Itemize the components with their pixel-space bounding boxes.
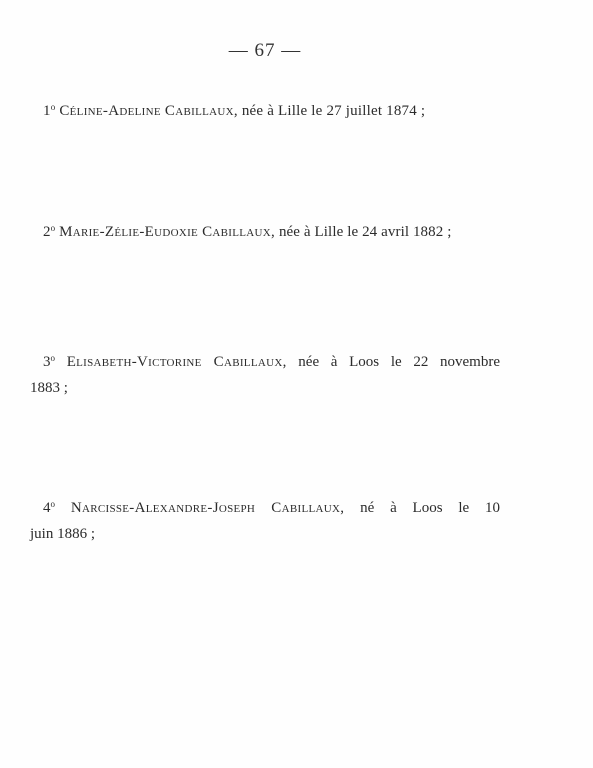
ordinal-number: 3 (43, 354, 51, 370)
ordinal-suffix: o (50, 499, 55, 509)
entry-text: né à Loos le 10 (344, 500, 501, 516)
entry-continuation: 1883 ; (30, 380, 68, 396)
ordinal-number: 4 (43, 500, 51, 516)
ordinal-suffix: o (50, 223, 56, 233)
entry-text: née à Lille le 27 juillet 1874 ; (237, 103, 426, 119)
person-name: Elisabeth-Victorine Cabillaux, (66, 354, 287, 370)
ordinal-suffix: o (50, 353, 55, 363)
entry-text: née à Loos le 22 novembre (286, 354, 501, 370)
entry-ordinal (43, 103, 55, 119)
ordinal-number: 1 (43, 103, 51, 119)
entry-first-line (30, 215, 500, 245)
page-number: — 67 — (228, 40, 302, 61)
list-item (30, 345, 500, 401)
list-item (30, 94, 500, 124)
entry-continuation: juin 1886 ; (30, 526, 96, 542)
ordinal-suffix: o (50, 102, 56, 112)
list-item (30, 215, 500, 245)
person-name: Céline-Adeline Cabillaux, (59, 103, 238, 119)
entry-first-line (30, 491, 500, 521)
entry-ordinal (43, 354, 55, 370)
entry-ordinal (43, 224, 55, 240)
entry-first-line (30, 345, 500, 375)
entry-ordinal (43, 500, 55, 516)
person-name: Marie-Zélie-Eudoxie Cabillaux, (59, 224, 276, 240)
person-name: Narcisse-Alexandre-Joseph Cabillaux, (70, 500, 345, 516)
list-item (30, 491, 500, 547)
entry-text: née à Lille le 24 avril 1882 ; (275, 224, 452, 240)
ordinal-number: 2 (43, 224, 51, 240)
entry-first-line (30, 94, 500, 124)
